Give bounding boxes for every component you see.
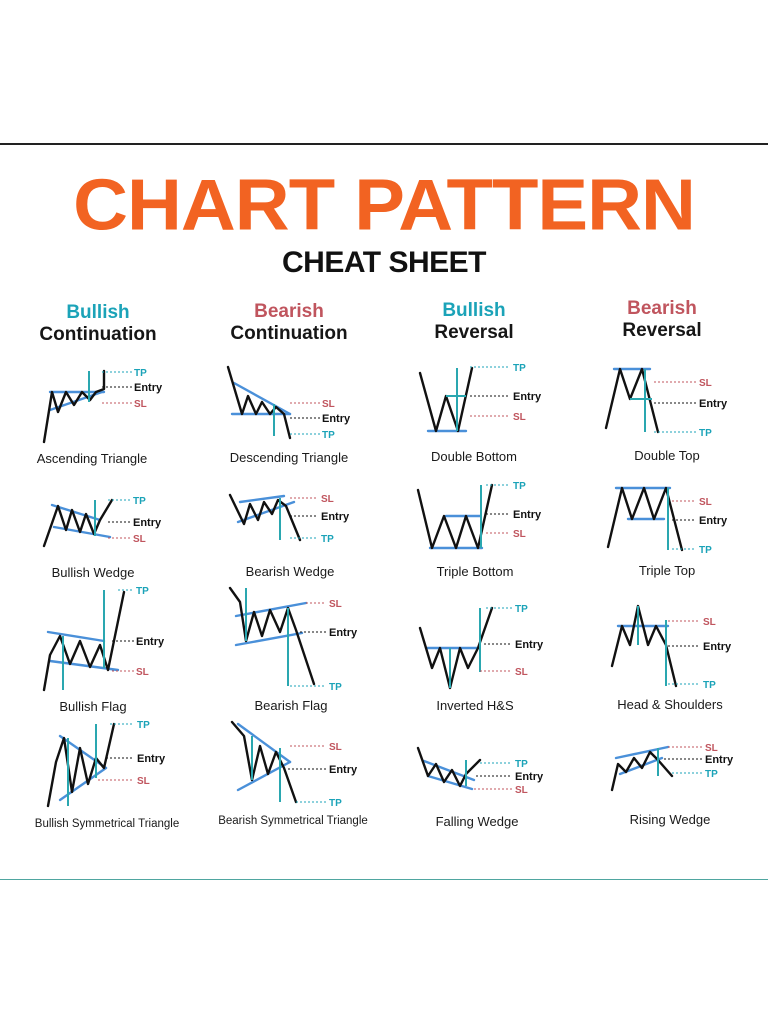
- column-kind: Bullish: [442, 300, 506, 321]
- pattern-name: Triple Top: [638, 563, 696, 578]
- tp-label: TP: [133, 496, 146, 507]
- page-title: CHART PATTERN: [73, 165, 695, 246]
- tp-label: TP: [699, 428, 712, 439]
- column-kind: Bearish: [627, 298, 697, 319]
- bearish-symmetrical-triangle-diagram: [232, 722, 358, 809]
- entry-label: Entry: [134, 382, 163, 394]
- entry-label: Entry: [703, 641, 732, 653]
- tp-label: TP: [137, 720, 150, 731]
- pattern-name: Bearish Wedge: [245, 564, 335, 579]
- tp-label: TP: [513, 481, 526, 492]
- sl-label: SL: [321, 494, 334, 505]
- rising-wedge-diagram: [612, 743, 734, 790]
- entry-label: Entry: [329, 764, 358, 776]
- sl-label: SL: [699, 378, 712, 389]
- sl-label: SL: [329, 599, 342, 610]
- bottom-divider: [0, 879, 768, 880]
- tp-label: TP: [329, 798, 342, 809]
- bullish-wedge-diagram: [44, 496, 162, 546]
- page-subtitle: CHEAT SHEET: [282, 246, 486, 279]
- sl-label: SL: [322, 399, 335, 410]
- tp-label: TP: [329, 682, 342, 693]
- entry-label: Entry: [133, 517, 162, 529]
- column-type: Continuation: [39, 323, 157, 345]
- pattern-name: Bullish Flag: [59, 699, 127, 714]
- sl-label: SL: [133, 534, 146, 545]
- pattern-name: Bearish Symmetrical Triangle: [218, 815, 368, 827]
- bullish-symmetrical-triangle-diagram: [48, 720, 166, 806]
- bearish-wedge-diagram: [230, 494, 350, 545]
- head-and-shoulders-diagram: [612, 606, 732, 691]
- entry-label: Entry: [515, 639, 544, 651]
- tp-label: TP: [515, 759, 528, 770]
- pattern-name: Bullish Symmetrical Triangle: [34, 818, 180, 830]
- sl-label: SL: [703, 617, 716, 628]
- pattern-name: Rising Wedge: [629, 812, 711, 827]
- sl-label: SL: [136, 667, 149, 678]
- entry-label: Entry: [137, 753, 166, 765]
- entry-label: Entry: [329, 627, 358, 639]
- tp-label: TP: [515, 604, 528, 615]
- sl-label: SL: [329, 742, 342, 753]
- entry-label: Entry: [136, 636, 165, 648]
- entry-label: Entry: [513, 391, 542, 403]
- entry-label: Entry: [322, 413, 351, 425]
- triple-bottom-diagram: [418, 481, 542, 548]
- tp-label: TP: [134, 368, 147, 379]
- bearish-flag-diagram: [230, 588, 358, 693]
- column-type: Continuation: [230, 322, 348, 344]
- entry-label: Entry: [705, 754, 734, 766]
- entry-label: Entry: [699, 515, 728, 527]
- sl-label: SL: [134, 399, 147, 410]
- tp-label: TP: [136, 586, 149, 597]
- tp-label: TP: [322, 430, 335, 441]
- tp-label: TP: [699, 545, 712, 556]
- entry-label: Entry: [513, 509, 542, 521]
- double-top-diagram: [606, 369, 728, 439]
- tp-label: TP: [705, 769, 718, 780]
- tp-label: TP: [513, 363, 526, 374]
- pattern-name: Bearish Flag: [254, 698, 328, 713]
- inverted-head-and-shoulders-diagram: [420, 604, 544, 688]
- entry-label: Entry: [515, 771, 544, 783]
- falling-wedge-diagram: [418, 748, 544, 796]
- sl-label: SL: [137, 776, 150, 787]
- sl-label: SL: [705, 743, 718, 754]
- sl-label: SL: [515, 785, 528, 796]
- ascending-triangle-diagram: [44, 368, 163, 442]
- column-kind: Bearish: [254, 301, 324, 322]
- sl-label: SL: [515, 667, 528, 678]
- pattern-name: Inverted H&S: [436, 698, 514, 713]
- pattern-name: Falling Wedge: [435, 814, 519, 829]
- pattern-name: Double Bottom: [431, 449, 517, 464]
- pattern-name: Ascending Triangle: [36, 451, 148, 466]
- pattern-name: Head & Shoulders: [617, 697, 723, 712]
- tp-label: TP: [703, 680, 716, 691]
- column-kind: Bullish: [66, 302, 130, 323]
- pattern-name: Triple Bottom: [436, 564, 514, 579]
- entry-label: Entry: [321, 511, 350, 523]
- column-type: Reversal: [434, 321, 514, 343]
- pattern-name: Bullish Wedge: [51, 565, 135, 580]
- sl-label: SL: [513, 529, 526, 540]
- column-type: Reversal: [622, 319, 702, 341]
- descending-triangle-diagram: [228, 367, 351, 441]
- entry-label: Entry: [699, 398, 728, 410]
- pattern-name: Double Top: [634, 448, 700, 463]
- sl-label: SL: [699, 497, 712, 508]
- bullish-flag-diagram: [44, 586, 165, 690]
- double-bottom-diagram: [420, 363, 542, 431]
- triple-top-diagram: [608, 488, 728, 556]
- pattern-name: Descending Triangle: [229, 450, 349, 465]
- sl-label: SL: [513, 412, 526, 423]
- tp-label: TP: [321, 534, 334, 545]
